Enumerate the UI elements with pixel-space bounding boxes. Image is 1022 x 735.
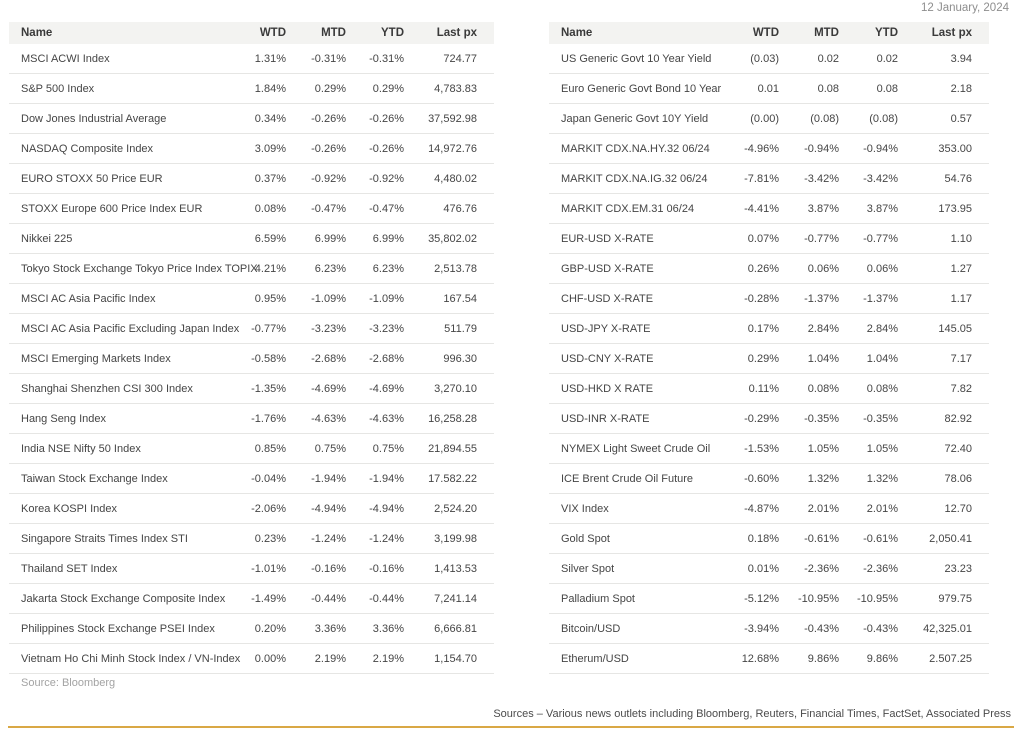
wtd-value: 0.01 (709, 74, 779, 104)
wtd-value: -0.28% (709, 284, 779, 314)
ytd-value: 1.05% (839, 434, 898, 464)
wtd-value: 0.08% (224, 194, 286, 224)
last-px-value: 2.18 (898, 74, 989, 104)
ytd-value: -3.23% (346, 314, 404, 344)
instrument-name: Bitcoin/USD (549, 614, 709, 644)
mtd-value: 0.08 (779, 74, 839, 104)
table-row (549, 494, 989, 524)
instrument-name: USD-JPY X-RATE (549, 314, 709, 344)
table-row (549, 314, 989, 344)
instrument-name: Taiwan Stock Exchange Index (9, 464, 224, 494)
table-row (549, 44, 989, 74)
instrument-name: Hang Seng Index (9, 404, 224, 434)
ytd-value: 0.75% (346, 434, 404, 464)
ytd-value: 3.87% (839, 194, 898, 224)
last-px-value: 2,050.41 (898, 524, 989, 554)
wtd-value: -4.41% (709, 194, 779, 224)
ytd-value: -1.24% (346, 524, 404, 554)
wtd-value: -0.58% (224, 344, 286, 374)
mtd-value: 0.29% (286, 74, 346, 104)
last-px-value: 14,972.76 (404, 134, 494, 164)
instrument-name: USD-HKD X RATE (549, 374, 709, 404)
last-px-value: 7.17 (898, 344, 989, 374)
last-px-value: 173.95 (898, 194, 989, 224)
header-row (549, 22, 989, 44)
column-header-mtd: MTD (779, 22, 839, 44)
instrument-name: USD-INR X-RATE (549, 404, 709, 434)
header-row (9, 22, 494, 44)
table-row (9, 74, 494, 104)
instrument-name: MARKIT CDX.NA.HY.32 06/24 (549, 134, 709, 164)
instrument-name: VIX Index (549, 494, 709, 524)
mtd-value: -0.43% (779, 614, 839, 644)
instrument-name: Euro Generic Govt Bond 10 Year (549, 74, 709, 104)
ytd-value: 0.08% (839, 374, 898, 404)
wtd-value: -3.94% (709, 614, 779, 644)
table-row (549, 134, 989, 164)
table-row (549, 374, 989, 404)
wtd-value: 3.09% (224, 134, 286, 164)
ytd-value: 2.19% (346, 644, 404, 674)
ytd-value: -10.95% (839, 584, 898, 614)
wtd-value: 4.21% (224, 254, 286, 284)
table-row (549, 224, 989, 254)
ytd-value: 3.36% (346, 614, 404, 644)
ytd-value: 6.99% (346, 224, 404, 254)
mtd-value: -10.95% (779, 584, 839, 614)
last-px-value: 1,413.53 (404, 554, 494, 584)
table-row (549, 644, 989, 674)
mtd-value: 1.05% (779, 434, 839, 464)
table-row (9, 134, 494, 164)
mtd-value: 9.86% (779, 644, 839, 674)
instrument-name: MARKIT CDX.EM.31 06/24 (549, 194, 709, 224)
table-row (9, 284, 494, 314)
wtd-value: 0.37% (224, 164, 286, 194)
last-px-value: 21,894.55 (404, 434, 494, 464)
mtd-value: -0.26% (286, 104, 346, 134)
last-px-value: 3,199.98 (404, 524, 494, 554)
wtd-value: -5.12% (709, 584, 779, 614)
ytd-value: -4.69% (346, 374, 404, 404)
mtd-value: -4.63% (286, 404, 346, 434)
last-px-value: 42,325.01 (898, 614, 989, 644)
table-row (9, 524, 494, 554)
ytd-value: -0.44% (346, 584, 404, 614)
mtd-value: 0.75% (286, 434, 346, 464)
last-px-value: 145.05 (898, 314, 989, 344)
column-header-last-px: Last px (404, 22, 494, 44)
instrument-name: EURO STOXX 50 Price EUR (9, 164, 224, 194)
wtd-value: 0.18% (709, 524, 779, 554)
column-header-name: Name (9, 22, 224, 44)
wtd-value: 1.31% (224, 44, 286, 74)
column-header-ytd: YTD (346, 22, 404, 44)
wtd-value: -2.06% (224, 494, 286, 524)
table-row (9, 584, 494, 614)
ytd-value: -1.37% (839, 284, 898, 314)
mtd-value: -2.68% (286, 344, 346, 374)
wtd-value: -0.60% (709, 464, 779, 494)
last-px-value: 4,480.02 (404, 164, 494, 194)
column-header-mtd: MTD (286, 22, 346, 44)
instrument-name: Gold Spot (549, 524, 709, 554)
table-row (549, 344, 989, 374)
wtd-value: 0.34% (224, 104, 286, 134)
mtd-value: -1.37% (779, 284, 839, 314)
table-row (549, 104, 989, 134)
wtd-value: 0.20% (224, 614, 286, 644)
table-header (549, 22, 989, 44)
mtd-value: -1.94% (286, 464, 346, 494)
ytd-value: -0.31% (346, 44, 404, 74)
mtd-value: 0.02 (779, 44, 839, 74)
instrument-name: Vietnam Ho Chi Minh Stock Index / VN-Index (9, 644, 224, 674)
mtd-value: 1.32% (779, 464, 839, 494)
last-px-value: 17.582.22 (404, 464, 494, 494)
ytd-value: -0.26% (346, 104, 404, 134)
last-px-value: 996.30 (404, 344, 494, 374)
wtd-value: -1.49% (224, 584, 286, 614)
ytd-value: -0.16% (346, 554, 404, 584)
column-header-wtd: WTD (709, 22, 779, 44)
mtd-value: 1.04% (779, 344, 839, 374)
wtd-value: 1.84% (224, 74, 286, 104)
table-row (9, 44, 494, 74)
table-row (549, 404, 989, 434)
table-row (549, 554, 989, 584)
report-date: 12 January, 2024 (920, 2, 1009, 14)
mtd-value: 3.36% (286, 614, 346, 644)
mtd-value: 0.08% (779, 374, 839, 404)
ytd-value: -0.43% (839, 614, 898, 644)
table-row (9, 404, 494, 434)
last-px-value: 82.92 (898, 404, 989, 434)
table-row (9, 374, 494, 404)
ytd-value: -0.92% (346, 164, 404, 194)
last-px-value: 1.10 (898, 224, 989, 254)
last-px-value: 16,258.28 (404, 404, 494, 434)
column-header-ytd: YTD (839, 22, 898, 44)
wtd-value: 0.85% (224, 434, 286, 464)
table-row (549, 254, 989, 284)
last-px-value: 476.76 (404, 194, 494, 224)
last-px-value: 511.79 (404, 314, 494, 344)
wtd-value: -4.96% (709, 134, 779, 164)
wtd-value: -0.77% (224, 314, 286, 344)
table-row (9, 494, 494, 524)
last-px-value: 2,524.20 (404, 494, 494, 524)
last-px-value: 0.57 (898, 104, 989, 134)
table-row (549, 464, 989, 494)
last-px-value: 35,802.02 (404, 224, 494, 254)
table-row (9, 614, 494, 644)
mtd-value: 0.06% (779, 254, 839, 284)
ytd-value: -2.68% (346, 344, 404, 374)
wtd-value: -1.01% (224, 554, 286, 584)
last-px-value: 7,241.14 (404, 584, 494, 614)
last-px-value: 167.54 (404, 284, 494, 314)
instrument-name: MSCI AC Asia Pacific Excluding Japan Index (9, 314, 224, 344)
table-row (9, 464, 494, 494)
mtd-value: -1.09% (286, 284, 346, 314)
ytd-value: -1.94% (346, 464, 404, 494)
last-px-value: 2.507.25 (898, 644, 989, 674)
table-row (549, 434, 989, 464)
wtd-value: -0.29% (709, 404, 779, 434)
last-px-value: 1,154.70 (404, 644, 494, 674)
column-header-last-px: Last px (898, 22, 989, 44)
mtd-value: -0.26% (286, 134, 346, 164)
last-px-value: 37,592.98 (404, 104, 494, 134)
instrument-name: Japan Generic Govt 10Y Yield (549, 104, 709, 134)
instrument-name: Nikkei 225 (9, 224, 224, 254)
wtd-value: (0.00) (709, 104, 779, 134)
wtd-value: 0.95% (224, 284, 286, 314)
instrument-name: Silver Spot (549, 554, 709, 584)
instrument-name: Dow Jones Industrial Average (9, 104, 224, 134)
last-px-value: 6,666.81 (404, 614, 494, 644)
wtd-value: 12.68% (709, 644, 779, 674)
wtd-value: -1.35% (224, 374, 286, 404)
last-px-value: 724.77 (404, 44, 494, 74)
instrument-name: MSCI AC Asia Pacific Index (9, 284, 224, 314)
wtd-value: 0.00% (224, 644, 286, 674)
last-px-value: 4,783.83 (404, 74, 494, 104)
wtd-value: 0.11% (709, 374, 779, 404)
mtd-value: -3.23% (286, 314, 346, 344)
ytd-value: -0.47% (346, 194, 404, 224)
mtd-value: 6.99% (286, 224, 346, 254)
ytd-value: 0.29% (346, 74, 404, 104)
last-px-value: 12.70 (898, 494, 989, 524)
table-row (549, 524, 989, 554)
table-row (549, 194, 989, 224)
wtd-value: 0.26% (709, 254, 779, 284)
instrument-name: EUR-USD X-RATE (549, 224, 709, 254)
ytd-value: -0.35% (839, 404, 898, 434)
wtd-value: 0.07% (709, 224, 779, 254)
instrument-name: Etherum/USD (549, 644, 709, 674)
ytd-value: -4.94% (346, 494, 404, 524)
last-px-value: 7.82 (898, 374, 989, 404)
mtd-value: 2.01% (779, 494, 839, 524)
ytd-value: -4.63% (346, 404, 404, 434)
instrument-name: CHF-USD X-RATE (549, 284, 709, 314)
instrument-name: Tokyo Stock Exchange Tokyo Price Index TOPIX (9, 254, 224, 284)
table-row (9, 194, 494, 224)
mtd-value: -0.61% (779, 524, 839, 554)
instrument-name: S&P 500 Index (9, 74, 224, 104)
instrument-name: Philippines Stock Exchange PSEI Index (9, 614, 224, 644)
wtd-value: (0.03) (709, 44, 779, 74)
instrument-name: MSCI Emerging Markets Index (9, 344, 224, 374)
table-body (549, 44, 989, 674)
equity-indices-table (9, 22, 494, 674)
instrument-name: MARKIT CDX.NA.IG.32 06/24 (549, 164, 709, 194)
wtd-value: -4.87% (709, 494, 779, 524)
ytd-value: 1.04% (839, 344, 898, 374)
ytd-value: 9.86% (839, 644, 898, 674)
ytd-value: -2.36% (839, 554, 898, 584)
ytd-value: 0.08 (839, 74, 898, 104)
wtd-value: -1.53% (709, 434, 779, 464)
table-header (9, 22, 494, 44)
mtd-value: (0.08) (779, 104, 839, 134)
wtd-value: -1.76% (224, 404, 286, 434)
last-px-value: 23.23 (898, 554, 989, 584)
mtd-value: -1.24% (286, 524, 346, 554)
last-px-value: 2,513.78 (404, 254, 494, 284)
table-row (549, 614, 989, 644)
last-px-value: 979.75 (898, 584, 989, 614)
ytd-value: -0.77% (839, 224, 898, 254)
instrument-name: Thailand SET Index (9, 554, 224, 584)
ytd-value: -1.09% (346, 284, 404, 314)
wtd-value: -7.81% (709, 164, 779, 194)
wtd-value: 0.17% (709, 314, 779, 344)
last-px-value: 54.76 (898, 164, 989, 194)
table-row (9, 254, 494, 284)
mtd-value: -2.36% (779, 554, 839, 584)
table-row (9, 344, 494, 374)
table-row (9, 104, 494, 134)
mtd-value: 3.87% (779, 194, 839, 224)
mtd-value: -0.31% (286, 44, 346, 74)
instrument-name: Singapore Straits Times Index STI (9, 524, 224, 554)
instrument-name: US Generic Govt 10 Year Yield (549, 44, 709, 74)
instrument-name: USD-CNY X-RATE (549, 344, 709, 374)
mtd-value: 2.84% (779, 314, 839, 344)
ytd-value: 2.84% (839, 314, 898, 344)
instrument-name: India NSE Nifty 50 Index (9, 434, 224, 464)
source-note-various: Sources – Various news outlets including Bloomberg, Reuters, Financial Times, FactSet, Associated Press (493, 708, 1011, 720)
mtd-value: -4.69% (286, 374, 346, 404)
instrument-name: Korea KOSPI Index (9, 494, 224, 524)
last-px-value: 1.17 (898, 284, 989, 314)
mtd-value: -3.42% (779, 164, 839, 194)
ytd-value: 0.02 (839, 44, 898, 74)
source-note-bloomberg: Source: Bloomberg (21, 677, 116, 689)
ytd-value: -0.94% (839, 134, 898, 164)
table-row (549, 164, 989, 194)
mtd-value: -0.47% (286, 194, 346, 224)
instrument-name: MSCI ACWI Index (9, 44, 224, 74)
mtd-value: -0.94% (779, 134, 839, 164)
wtd-value: 6.59% (224, 224, 286, 254)
rates-fx-commodities-table (549, 22, 989, 674)
instrument-name: Shanghai Shenzhen CSI 300 Index (9, 374, 224, 404)
mtd-value: -0.16% (286, 554, 346, 584)
mtd-value: -4.94% (286, 494, 346, 524)
mtd-value: -0.44% (286, 584, 346, 614)
ytd-value: 0.06% (839, 254, 898, 284)
mtd-value: -0.77% (779, 224, 839, 254)
mtd-value: -0.35% (779, 404, 839, 434)
ytd-value: -0.61% (839, 524, 898, 554)
last-px-value: 78.06 (898, 464, 989, 494)
table-row (9, 164, 494, 194)
table-row (9, 314, 494, 344)
instrument-name: NASDAQ Composite Index (9, 134, 224, 164)
last-px-value: 3.94 (898, 44, 989, 74)
mtd-value: 2.19% (286, 644, 346, 674)
last-px-value: 1.27 (898, 254, 989, 284)
table-row (9, 644, 494, 674)
wtd-value: 0.29% (709, 344, 779, 374)
instrument-name: ICE Brent Crude Oil Future (549, 464, 709, 494)
ytd-value: (0.08) (839, 104, 898, 134)
table-row (9, 554, 494, 584)
table-row (549, 74, 989, 104)
last-px-value: 353.00 (898, 134, 989, 164)
table-row (549, 284, 989, 314)
instrument-name: STOXX Europe 600 Price Index EUR (9, 194, 224, 224)
table-body (9, 44, 494, 674)
ytd-value: 1.32% (839, 464, 898, 494)
ytd-value: 6.23% (346, 254, 404, 284)
table-row (9, 434, 494, 464)
instrument-name: GBP-USD X-RATE (549, 254, 709, 284)
instrument-name: Palladium Spot (549, 584, 709, 614)
last-px-value: 3,270.10 (404, 374, 494, 404)
instrument-name: NYMEX Light Sweet Crude Oil (549, 434, 709, 464)
table-row (549, 584, 989, 614)
wtd-value: 0.01% (709, 554, 779, 584)
gold-divider-line (8, 726, 1014, 728)
ytd-value: -0.26% (346, 134, 404, 164)
last-px-value: 72.40 (898, 434, 989, 464)
table-row (9, 224, 494, 254)
column-header-name: Name (549, 22, 709, 44)
mtd-value: -0.92% (286, 164, 346, 194)
wtd-value: 0.23% (224, 524, 286, 554)
mtd-value: 6.23% (286, 254, 346, 284)
ytd-value: -3.42% (839, 164, 898, 194)
column-header-wtd: WTD (224, 22, 286, 44)
instrument-name: Jakarta Stock Exchange Composite Index (9, 584, 224, 614)
ytd-value: 2.01% (839, 494, 898, 524)
wtd-value: -0.04% (224, 464, 286, 494)
